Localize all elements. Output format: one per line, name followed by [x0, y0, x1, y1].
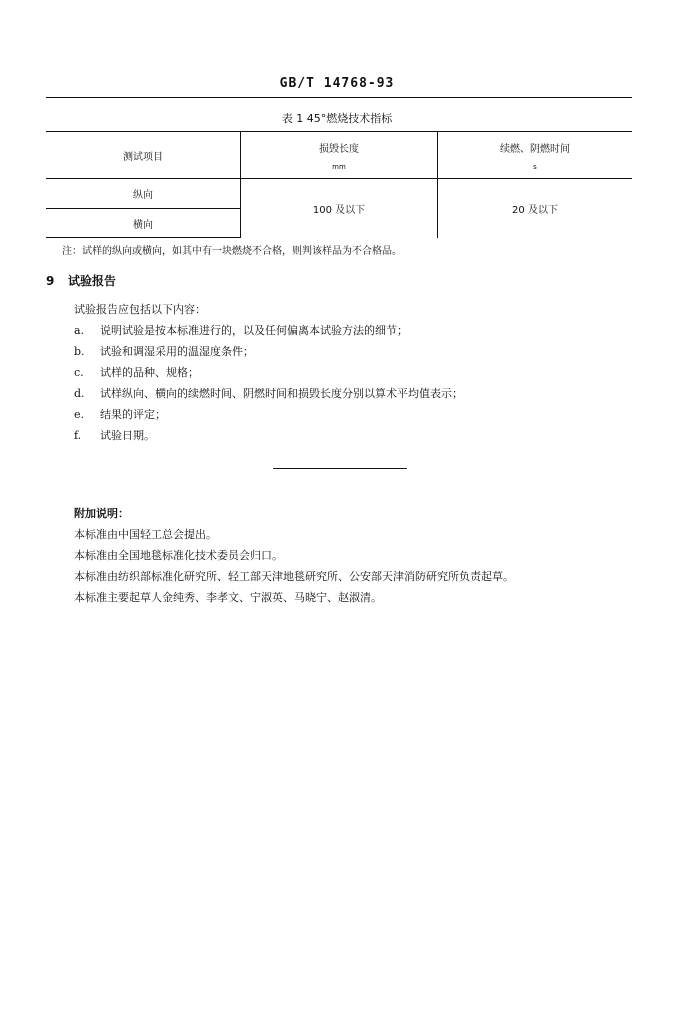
row-label-transverse: 横向	[46, 209, 241, 238]
item-text: 试样的品种、规格；	[100, 366, 199, 379]
list-item	[74, 387, 463, 408]
notes-line: 本标准由全国地毯标准化技术委员会归口。	[74, 549, 283, 562]
item-letter: b.	[74, 345, 85, 358]
section-intro: 试验报告应包括以下内容：	[74, 303, 206, 316]
item-letter: d.	[74, 387, 85, 400]
list-item	[74, 408, 463, 429]
column-unit: mm	[332, 162, 346, 171]
item-text: 结果的评定；	[100, 408, 166, 421]
standard-code: GB/T 14768-93	[279, 76, 395, 91]
table-row	[46, 179, 632, 209]
additional-notes	[74, 505, 514, 610]
burn-time-value: 20 及以下	[438, 179, 633, 238]
section-number: 9	[46, 274, 55, 288]
item-text: 说明试验是按本标准进行的，以及任何偏离本试验方法的细节；	[100, 324, 408, 337]
list-item	[74, 366, 463, 387]
item-letter: e.	[74, 408, 85, 421]
item-letter: c.	[74, 366, 84, 379]
item-text: 试验日期。	[100, 429, 155, 442]
column-label: 续燃、阴燃时间	[500, 143, 570, 155]
item-text: 试验和调湿采用的温湿度条件；	[100, 345, 254, 358]
section-heading	[46, 272, 116, 289]
report-items-list	[74, 324, 463, 450]
column-header-test-item	[46, 132, 241, 179]
item-letter: a.	[74, 324, 85, 337]
notes-line: 本标准由纺织部标准化研究所、轻工部天津地毯研究所、公安部天津消防研究所负责起草。	[74, 570, 514, 583]
item-letter: f.	[74, 429, 82, 442]
damage-length-value: 100 及以下	[241, 179, 438, 238]
list-item	[74, 429, 463, 450]
list-item	[74, 324, 463, 345]
row-label-longitudinal: 纵向	[46, 179, 241, 209]
notes-line: 本标准由中国轻工总会提出。	[74, 528, 217, 541]
table-note: 注：试样的纵向或横向，如其中有一块燃烧不合格，则判该样品为不合格品。	[62, 246, 402, 257]
header-rule	[46, 97, 632, 98]
end-divider	[273, 468, 407, 469]
column-label: 测试项目	[123, 151, 163, 163]
spec-table	[46, 131, 632, 238]
notes-line: 本标准主要起草人金纯秀、李孝文、宁淑英、马晓宁、赵淑清。	[74, 591, 382, 604]
table-header-row	[46, 132, 632, 179]
list-item	[74, 345, 463, 366]
notes-title: 附加说明：	[74, 507, 129, 520]
column-header-burn-time	[438, 132, 633, 179]
column-label: 损毁长度	[319, 143, 359, 155]
column-unit: s	[533, 162, 537, 171]
column-header-damage-length	[241, 132, 438, 179]
table-caption: 表 1 45°燃烧技术指标	[281, 112, 393, 125]
item-text: 试样纵向、横向的续燃时间、阴燃时间和损毁长度分别以算术平均值表示；	[100, 387, 463, 400]
section-title: 试验报告	[68, 274, 117, 288]
